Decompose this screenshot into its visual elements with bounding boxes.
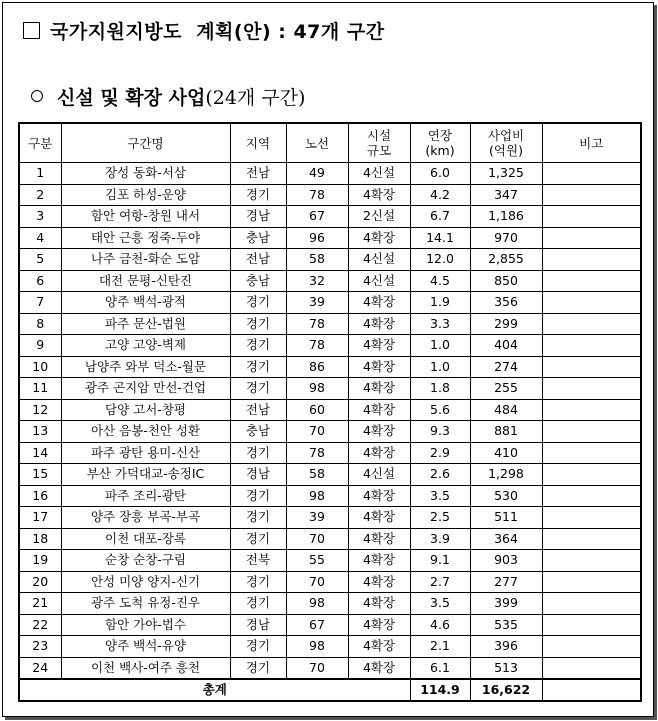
column-header: 구간명: [61, 123, 230, 163]
row-number-cell: 4: [19, 227, 61, 249]
region-cell: 경남: [230, 206, 286, 228]
region-cell: 경기: [230, 485, 286, 507]
section-label: 신설 및 확장 사업: [57, 87, 206, 109]
cost-100m-won-cell: 535: [470, 614, 542, 636]
table-row: [19, 657, 641, 679]
facility-scale-cell: 4신설: [348, 163, 410, 185]
length-km-cell: 4.6: [410, 614, 470, 636]
region-cell: 전남: [230, 249, 286, 271]
table-row: [19, 313, 641, 335]
route-cell: 96: [286, 227, 348, 249]
section-name-cell: 김포 하성-운양: [61, 184, 230, 206]
region-cell: 충남: [230, 421, 286, 443]
note-cell: [542, 227, 641, 249]
cost-100m-won-cell: 903: [470, 550, 542, 572]
table-row: [19, 528, 641, 550]
section-name-cell: 태안 근흥 정죽-두야: [61, 227, 230, 249]
facility-scale-cell: 4확장: [348, 550, 410, 572]
cost-100m-won-cell: 396: [470, 636, 542, 658]
length-km-cell: 4.5: [410, 270, 470, 292]
row-number-cell: 18: [19, 528, 61, 550]
table-row: [19, 571, 641, 593]
route-cell: 49: [286, 163, 348, 185]
row-number-cell: 17: [19, 507, 61, 529]
section-name-cell: 대전 문평-신탄진: [61, 270, 230, 292]
length-km-cell: 2.1: [410, 636, 470, 658]
cost-100m-won-cell: 410: [470, 442, 542, 464]
column-header: 구분: [19, 123, 61, 163]
table-row: [19, 614, 641, 636]
cost-100m-won-cell: 299: [470, 313, 542, 335]
cost-100m-won-cell: 1,325: [470, 163, 542, 185]
facility-scale-cell: 4확장: [348, 421, 410, 443]
facility-scale-cell: 4확장: [348, 399, 410, 421]
route-cell: 98: [286, 485, 348, 507]
cost-100m-won-cell: 399: [470, 593, 542, 615]
facility-scale-cell: 2신설: [348, 206, 410, 228]
facility-scale-cell: 4확장: [348, 636, 410, 658]
note-cell: [542, 356, 641, 378]
route-cell: 70: [286, 421, 348, 443]
region-cell: 충남: [230, 227, 286, 249]
length-km-cell: 5.6: [410, 399, 470, 421]
cost-100m-won-cell: 484: [470, 399, 542, 421]
facility-scale-cell: 4확장: [348, 657, 410, 679]
column-header: 사업비 (억원): [470, 123, 542, 163]
region-cell: 경기: [230, 442, 286, 464]
row-number-cell: 15: [19, 464, 61, 486]
section-name-cell: 파주 문산-법원: [61, 313, 230, 335]
route-cell: 98: [286, 636, 348, 658]
route-cell: 98: [286, 593, 348, 615]
route-cell: 78: [286, 313, 348, 335]
section-name-cell: 양주 장흥 부곡-부곡: [61, 507, 230, 529]
section-name-cell: 담양 고서-창평: [61, 399, 230, 421]
section-name-cell: 함안 가야-법수: [61, 614, 230, 636]
facility-scale-cell: 4확장: [348, 442, 410, 464]
length-km-cell: 3.9: [410, 528, 470, 550]
region-cell: 경기: [230, 292, 286, 314]
length-km-cell: 2.5: [410, 507, 470, 529]
table-row: [19, 442, 641, 464]
row-number-cell: 20: [19, 571, 61, 593]
length-km-cell: 3.5: [410, 593, 470, 615]
section-name-cell: 파주 조리-광탄: [61, 485, 230, 507]
route-cell: 60: [286, 399, 348, 421]
length-km-cell: 12.0: [410, 249, 470, 271]
row-number-cell: 24: [19, 657, 61, 679]
row-number-cell: 12: [19, 399, 61, 421]
length-km-cell: 4.2: [410, 184, 470, 206]
length-km-cell: 14.1: [410, 227, 470, 249]
row-number-cell: 1: [19, 163, 61, 185]
region-cell: 경기: [230, 184, 286, 206]
note-cell: [542, 270, 641, 292]
table-row: [19, 507, 641, 529]
table-row: [19, 270, 641, 292]
note-cell: [542, 399, 641, 421]
note-cell: [542, 485, 641, 507]
region-cell: 전남: [230, 163, 286, 185]
cost-100m-won-cell: 364: [470, 528, 542, 550]
route-cell: 78: [286, 335, 348, 357]
note-cell: [542, 206, 641, 228]
column-header: 비고: [542, 123, 641, 163]
table-row: [19, 163, 641, 185]
table-body: [19, 163, 641, 680]
table-row: [19, 593, 641, 615]
region-cell: 전북: [230, 550, 286, 572]
section-name-cell: 이천 대포-장록: [61, 528, 230, 550]
cost-100m-won-cell: 404: [470, 335, 542, 357]
note-cell: [542, 163, 641, 185]
facility-scale-cell: 4확장: [348, 378, 410, 400]
region-cell: 경기: [230, 335, 286, 357]
cost-100m-won-cell: 511: [470, 507, 542, 529]
row-number-cell: 11: [19, 378, 61, 400]
cost-100m-won-cell: 347: [470, 184, 542, 206]
route-cell: 58: [286, 249, 348, 271]
cost-100m-won-cell: 1,186: [470, 206, 542, 228]
note-cell: [542, 421, 641, 443]
region-cell: 경기: [230, 313, 286, 335]
section-name-cell: 양주 백석-광적: [61, 292, 230, 314]
section-name-cell: 이천 백사-여주 흥천: [61, 657, 230, 679]
cost-100m-won-cell: 255: [470, 378, 542, 400]
facility-scale-cell: 4확장: [348, 593, 410, 615]
facility-scale-cell: 4확장: [348, 292, 410, 314]
project-table: [18, 122, 642, 702]
facility-scale-cell: 4확장: [348, 356, 410, 378]
note-cell: [542, 378, 641, 400]
table-row: [19, 206, 641, 228]
region-cell: 경기: [230, 571, 286, 593]
document-title: [23, 17, 385, 44]
region-cell: 충남: [230, 270, 286, 292]
route-cell: 32: [286, 270, 348, 292]
cost-100m-won-cell: 277: [470, 571, 542, 593]
facility-scale-cell: 4신설: [348, 464, 410, 486]
cost-100m-won-cell: 513: [470, 657, 542, 679]
section-name-cell: 고양 고양-벽제: [61, 335, 230, 357]
table-row: [19, 485, 641, 507]
length-km-cell: 9.1: [410, 550, 470, 572]
row-number-cell: 9: [19, 335, 61, 357]
length-km-cell: 2.6: [410, 464, 470, 486]
table-row: [19, 636, 641, 658]
row-number-cell: 3: [19, 206, 61, 228]
table-row: [19, 550, 641, 572]
row-number-cell: 23: [19, 636, 61, 658]
facility-scale-cell: 4확장: [348, 184, 410, 206]
cost-100m-won-cell: 1,298: [470, 464, 542, 486]
checkbox-square-icon: [23, 22, 40, 39]
length-km-cell: 3.5: [410, 485, 470, 507]
length-km-cell: 1.9: [410, 292, 470, 314]
section-name-cell: 파주 광탄 용미-신산: [61, 442, 230, 464]
section-name-cell: 부산 가덕대교-송정IC: [61, 464, 230, 486]
circle-bullet-icon: [31, 90, 43, 102]
section-count: (24개 구간): [205, 87, 306, 109]
note-cell: [542, 442, 641, 464]
note-cell: [542, 507, 641, 529]
facility-scale-cell: 4확장: [348, 571, 410, 593]
table-row: [19, 399, 641, 421]
row-number-cell: 14: [19, 442, 61, 464]
region-cell: 경기: [230, 636, 286, 658]
row-number-cell: 10: [19, 356, 61, 378]
cost-100m-won-cell: 274: [470, 356, 542, 378]
table-row: [19, 292, 641, 314]
route-cell: 55: [286, 550, 348, 572]
facility-scale-cell: 4확장: [348, 614, 410, 636]
table-row: [19, 184, 641, 206]
column-header: 노선: [286, 123, 348, 163]
section-name-cell: 장성 동화-서삼: [61, 163, 230, 185]
row-number-cell: 13: [19, 421, 61, 443]
total-note: [542, 679, 641, 701]
region-cell: 전남: [230, 399, 286, 421]
table-row: [19, 249, 641, 271]
row-number-cell: 22: [19, 614, 61, 636]
length-km-cell: 6.7: [410, 206, 470, 228]
route-cell: 86: [286, 356, 348, 378]
note-cell: [542, 335, 641, 357]
route-cell: 67: [286, 614, 348, 636]
cost-100m-won-cell: 970: [470, 227, 542, 249]
note-cell: [542, 614, 641, 636]
route-cell: 39: [286, 507, 348, 529]
route-cell: 58: [286, 464, 348, 486]
row-number-cell: 6: [19, 270, 61, 292]
section-name-cell: 나주 금천-화순 도암: [61, 249, 230, 271]
facility-scale-cell: 4확장: [348, 227, 410, 249]
region-cell: 경기: [230, 507, 286, 529]
note-cell: [542, 292, 641, 314]
note-cell: [542, 571, 641, 593]
note-cell: [542, 249, 641, 271]
row-number-cell: 21: [19, 593, 61, 615]
row-number-cell: 2: [19, 184, 61, 206]
region-cell: 경기: [230, 657, 286, 679]
region-cell: 경기: [230, 528, 286, 550]
region-cell: 경기: [230, 378, 286, 400]
table-header-row: [19, 123, 641, 163]
section-heading: [31, 83, 305, 110]
section-name-cell: 광주 곤지암 만선-건업: [61, 378, 230, 400]
note-cell: [542, 636, 641, 658]
facility-scale-cell: 4확장: [348, 507, 410, 529]
facility-scale-cell: 4신설: [348, 249, 410, 271]
route-cell: 70: [286, 528, 348, 550]
table-row: [19, 378, 641, 400]
column-header: 연장 (km): [410, 123, 470, 163]
cost-100m-won-cell: 881: [470, 421, 542, 443]
section-name-cell: 안성 미양 양지-신기: [61, 571, 230, 593]
length-km-cell: 2.7: [410, 571, 470, 593]
route-cell: 78: [286, 184, 348, 206]
region-cell: 경남: [230, 614, 286, 636]
column-header: 지역: [230, 123, 286, 163]
section-name-cell: 순창 순창-구림: [61, 550, 230, 572]
table-row: [19, 335, 641, 357]
region-cell: 경기: [230, 593, 286, 615]
length-km-cell: 1.0: [410, 335, 470, 357]
note-cell: [542, 313, 641, 335]
length-km-cell: 2.9: [410, 442, 470, 464]
column-header: 시설 규모: [348, 123, 410, 163]
section-name-cell: 아산 음봉-천안 성환: [61, 421, 230, 443]
row-number-cell: 5: [19, 249, 61, 271]
route-cell: 67: [286, 206, 348, 228]
total-length: 114.9: [410, 679, 470, 701]
length-km-cell: 3.3: [410, 313, 470, 335]
total-row: [19, 679, 641, 701]
note-cell: [542, 593, 641, 615]
section-name-cell: 함안 여항-창원 내서: [61, 206, 230, 228]
length-km-cell: 6.1: [410, 657, 470, 679]
table-row: [19, 421, 641, 443]
table-row: [19, 464, 641, 486]
facility-scale-cell: 4확장: [348, 313, 410, 335]
note-cell: [542, 657, 641, 679]
route-cell: 98: [286, 378, 348, 400]
facility-scale-cell: 4신설: [348, 270, 410, 292]
length-km-cell: 1.8: [410, 378, 470, 400]
cost-100m-won-cell: 850: [470, 270, 542, 292]
region-cell: 경기: [230, 356, 286, 378]
facility-scale-cell: 4확장: [348, 335, 410, 357]
title-text: 국가지원지방도 계획(안) : 47개 구간: [50, 21, 385, 43]
route-cell: 39: [286, 292, 348, 314]
note-cell: [542, 464, 641, 486]
row-number-cell: 7: [19, 292, 61, 314]
section-name-cell: 남양주 와부 덕소-월문: [61, 356, 230, 378]
facility-scale-cell: 4확장: [348, 485, 410, 507]
region-cell: 경남: [230, 464, 286, 486]
section-name-cell: 광주 도척 유정-진우: [61, 593, 230, 615]
cost-100m-won-cell: 2,855: [470, 249, 542, 271]
section-name-cell: 양주 백석-유양: [61, 636, 230, 658]
facility-scale-cell: 4확장: [348, 528, 410, 550]
cost-100m-won-cell: 356: [470, 292, 542, 314]
total-cost: 16,622: [470, 679, 542, 701]
route-cell: 70: [286, 657, 348, 679]
note-cell: [542, 550, 641, 572]
length-km-cell: 1.0: [410, 356, 470, 378]
cost-100m-won-cell: 530: [470, 485, 542, 507]
total-label: 총계: [19, 679, 410, 701]
length-km-cell: 9.3: [410, 421, 470, 443]
note-cell: [542, 528, 641, 550]
route-cell: 78: [286, 442, 348, 464]
note-cell: [542, 184, 641, 206]
row-number-cell: 19: [19, 550, 61, 572]
length-km-cell: 6.0: [410, 163, 470, 185]
route-cell: 70: [286, 571, 348, 593]
row-number-cell: 16: [19, 485, 61, 507]
row-number-cell: 8: [19, 313, 61, 335]
table-row: [19, 227, 641, 249]
table-row: [19, 356, 641, 378]
